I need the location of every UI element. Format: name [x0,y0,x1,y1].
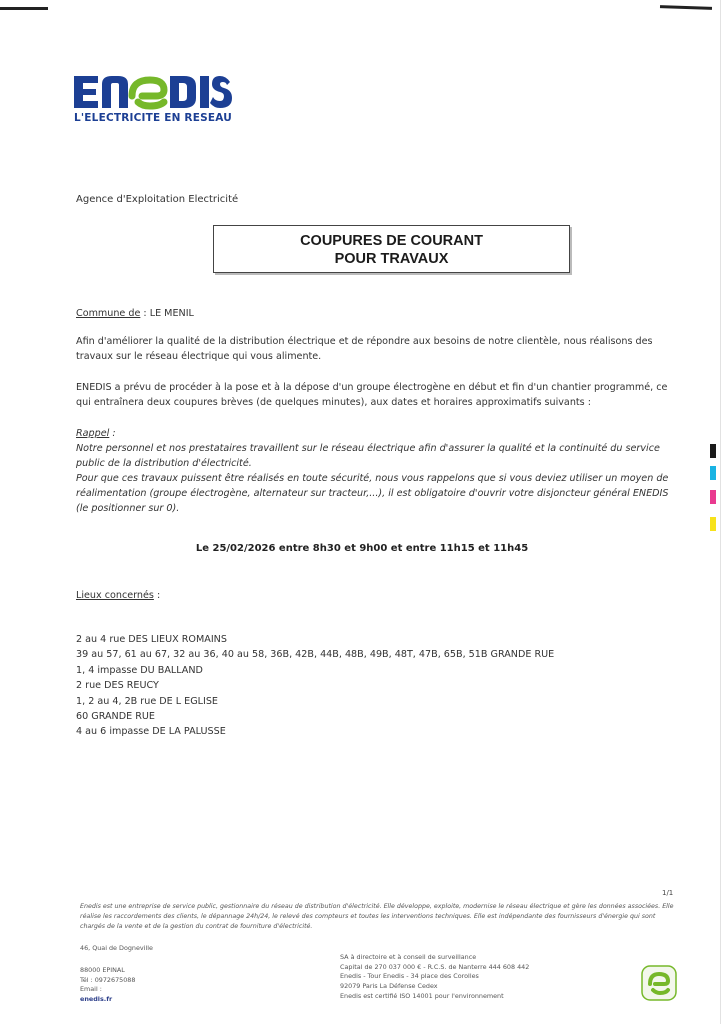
scan-mark [660,5,712,10]
list-item: 1, 4 impasse DU BALLAND [76,664,203,676]
print-color-mark-black [710,444,716,458]
footer-description: Enedis est une entreprise de service public, gestionnaire du réseau de distribution d'électricité. Elle développe, exploite, modernise le réseau électrique et gère les données associées. Elle réalise les raccordements des clients, le dépannage 24h/24, le relevé des compteurs et toutes les interventions techniques. Elle est indépendante des fournisseurs d'énergie qui sont chargés de la vente et de la gestion du contrat de fourniture d'électricité. [80,903,674,930]
outage-dates: Le 25/02/2026 entre 8h30 et 9h00 et entre 11h15 et 11h45 [195,543,529,554]
notice-title [213,225,570,273]
list-item: 1, 2 au 4, 2B rue DE L EGLISE [76,695,218,707]
lieux-list [76,632,554,740]
logo-tagline: L'ELECTRICITE EN RESEAU [74,112,232,124]
scan-mark [0,7,48,10]
lieux-heading [76,588,676,603]
list-item: 2 rue DES REUCY [76,680,159,692]
print-color-mark-cyan [710,466,716,480]
legal-line: 92079 Paris La Défense Cedex [340,982,438,991]
rappel-section [76,426,676,516]
footer-city: 88000 EPINAL [80,966,125,974]
page-number: 1/1 [662,889,674,897]
list-item: 4 au 6 impasse DE LA PALUSSE [76,726,226,738]
footer-email: Email : [80,985,102,993]
enedis-symbol-icon [641,965,677,1001]
rappel-text-1: Notre personnel et nos prestataires travaillent sur le réseau électrique afin d'assurer la qualité et la continuité du service public de la distribution d'électricité. [76,443,660,469]
intro-paragraph: Afin d'améliorer la qualité de la distribution électrique et de répondre aux besoins de notre clientèle, nous réalisons des travaux sur le réseau électrique qui vous alimente. [76,336,653,362]
list-item: 2 au 4 rue DES LIEUX ROMAINS [76,634,227,645]
title-line-2: POUR TRAVAUX [334,251,449,267]
commune-label: Commune de [76,308,141,319]
footer-street: 46, Quai de Dogneville [80,944,153,952]
legal-line: SA à directoire et à conseil de surveillance [340,953,477,961]
lieux-colon: : [153,590,161,601]
rappel-text-2: Pour que ces travaux puissent être réalisés en toute sécurité, nous vous rappelons que si vous deviez utiliser un moyen de réalimentation (groupe électrogène, alternateur sur tracteur,...), il est obligatoire d'ouvrir votre disjoncteur général ENEDIS (le positionner sur 0). [76,473,669,514]
enedis-logo [72,72,232,112]
legal-line: Enedis - Tour Enedis - 34 place des Corolles [340,972,479,981]
footer-website-link[interactable]: enedis.fr [80,994,113,1003]
list-item: 60 GRANDE RUE [76,711,155,723]
list-item: 39 au 57, 61 au 67, 32 au 36, 40 au 58, 36B, 42B, 44B, 48B, 49B, 48T, 47B, 65B, 51B GRANDE RUE [76,649,555,661]
footer-legal [340,953,529,1002]
legal-line: Capital de 270 037 000 € - R.C.S. de Nanterre 444 608 442 [340,962,530,971]
legal-line: Enedis est certifié ISO 14001 pour l'environnement [340,991,504,1000]
agency-name: Agence d'Exploitation Electricité [76,194,239,205]
title-line-1: COUPURES DE COURANT [300,233,483,249]
lieux-label: Lieux concernés [76,590,154,601]
rappel-label: Rappel [76,428,110,439]
footer-tel: Tél : 0972675088 [80,975,136,984]
commune-value: LE MENIL [149,308,194,319]
print-color-mark-magenta [710,490,716,504]
print-color-mark-yellow [710,517,716,531]
schedule-paragraph: ENEDIS a prévu de procéder à la pose et à la dépose d'un groupe électrogène en début et fin d'un chantier programmé, ce qui entraînera deux coupures brèves (de quelques minutes), aux dates et horaires approximatifs suivants : [76,382,668,408]
page-edge [720,0,721,1024]
footer-contact [80,966,135,1004]
commune-line [76,306,676,321]
commune-separator: : [140,308,150,319]
rappel-colon: : [109,428,116,439]
